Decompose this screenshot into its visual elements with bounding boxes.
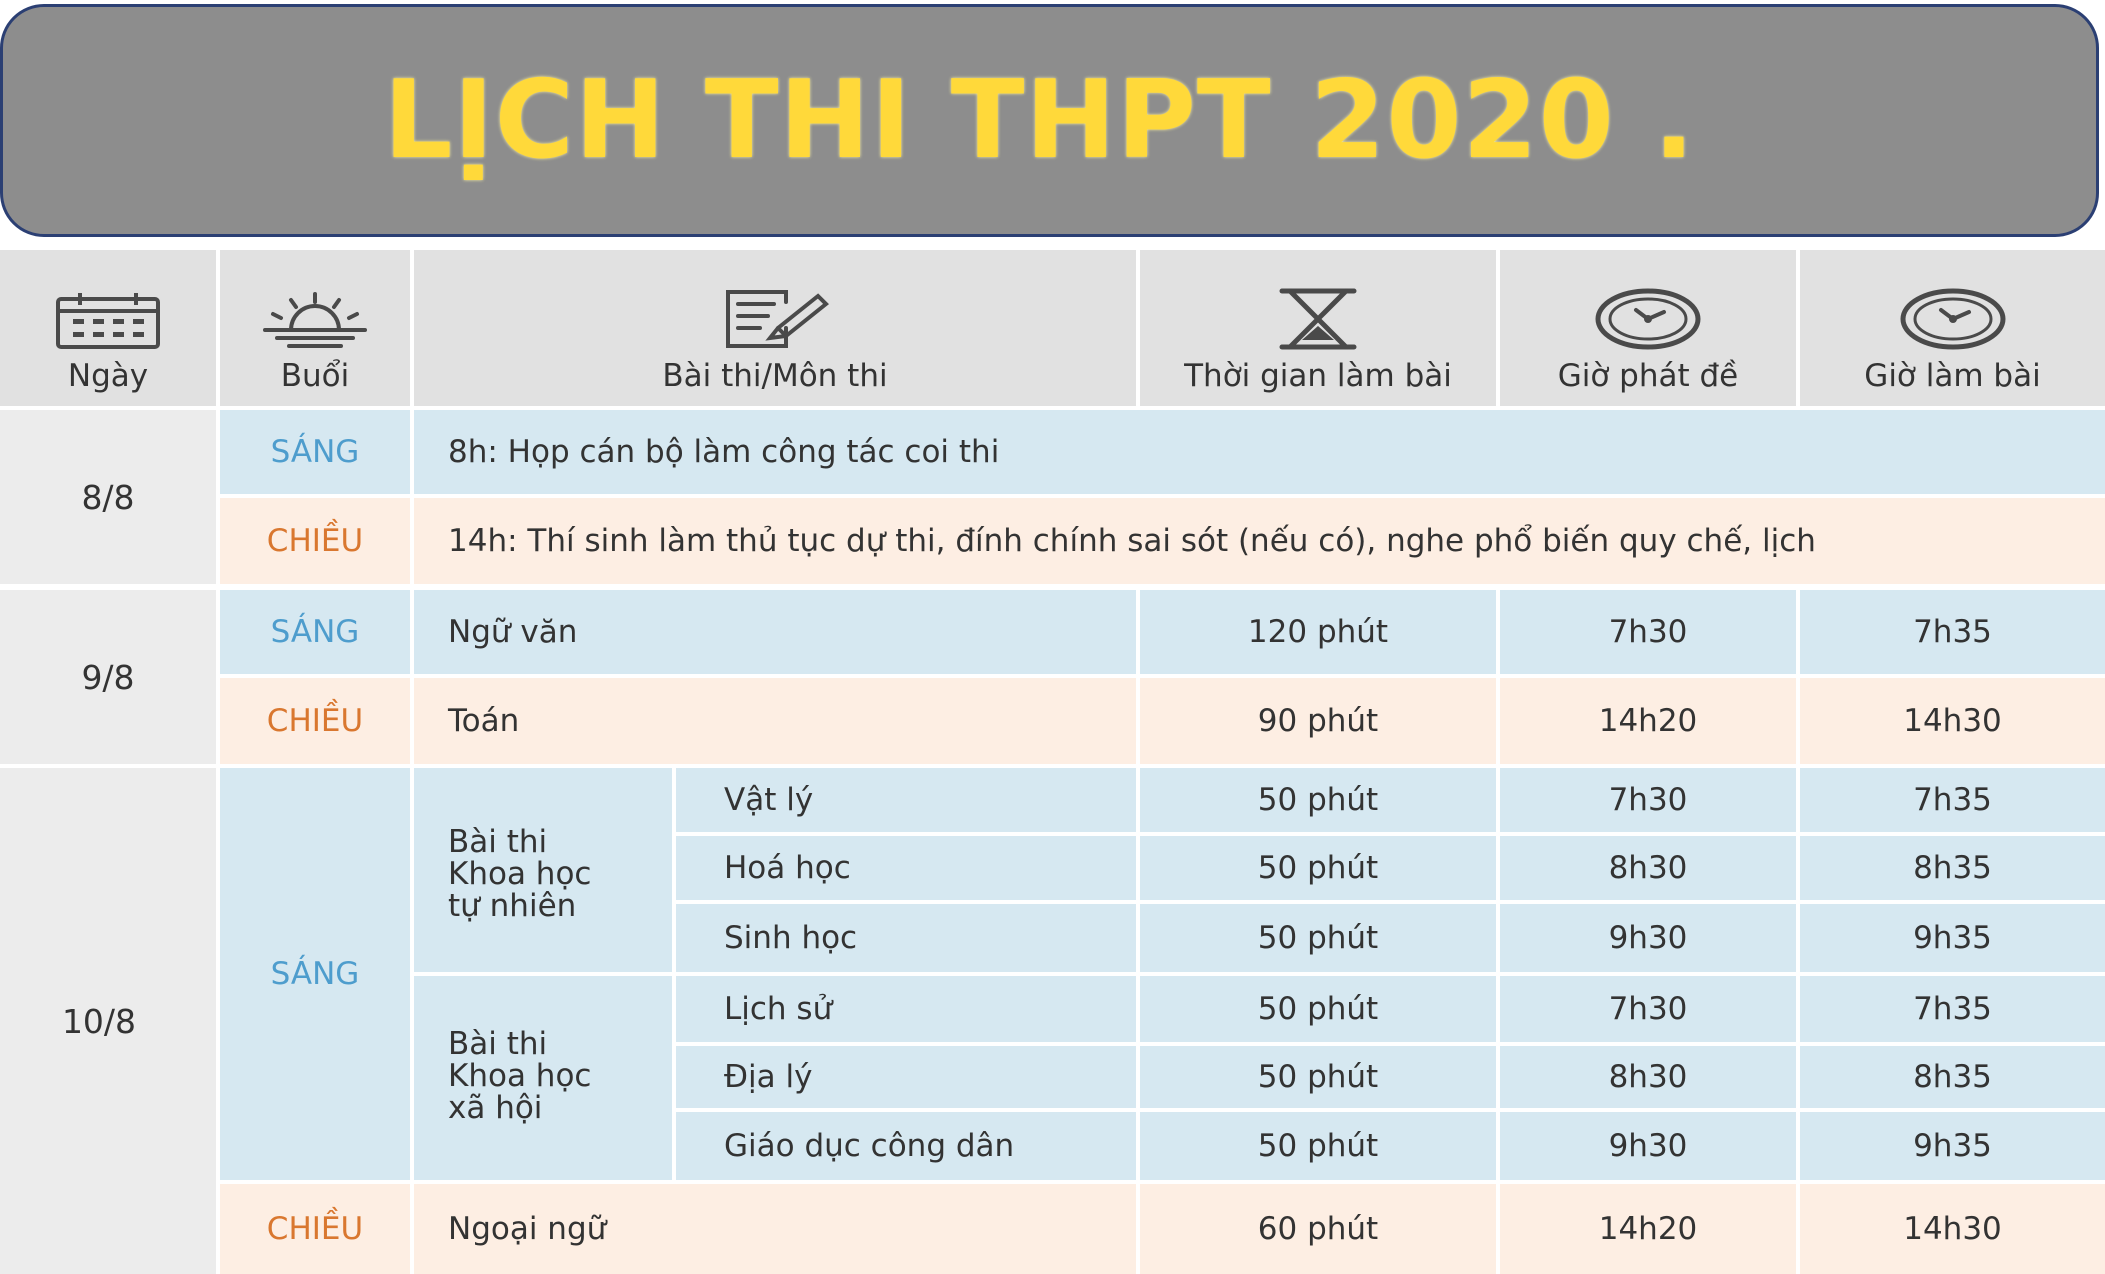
subject-cell: Toán bbox=[414, 678, 1136, 764]
duration-cell: 50 phút bbox=[1140, 836, 1496, 900]
hourglass-icon bbox=[1276, 288, 1360, 350]
date-cell: 9/8 bbox=[0, 590, 216, 764]
subject-cell: Lịch sử bbox=[676, 976, 1136, 1042]
release-time-cell: 9h30 bbox=[1500, 904, 1796, 972]
session-morning: SÁNG bbox=[220, 410, 410, 494]
header-duration-label: Thời gian làm bài bbox=[1184, 358, 1452, 394]
schedule-note: 14h: Thí sinh làm thủ tục dự thi, đính chính sai sót (nếu có), nghe phổ biến quy chế, lịch bbox=[414, 498, 2105, 584]
calendar-icon bbox=[55, 292, 161, 350]
session-afternoon: CHIỀU bbox=[220, 498, 410, 584]
header-date bbox=[0, 250, 216, 406]
session-morning: SÁNG bbox=[220, 590, 410, 674]
release-time-cell: 7h30 bbox=[1500, 976, 1796, 1042]
duration-cell: 50 phút bbox=[1140, 904, 1496, 972]
duration-cell: 50 phút bbox=[1140, 976, 1496, 1042]
date-cell: 10/8 bbox=[0, 768, 216, 1274]
header-subject-label: Bài thi/Môn thi bbox=[662, 358, 888, 394]
session-morning: SÁNG bbox=[220, 768, 410, 1180]
release-time-cell: 7h30 bbox=[1500, 768, 1796, 832]
start-time-cell: 7h35 bbox=[1800, 590, 2105, 674]
start-time-cell: 9h35 bbox=[1800, 904, 2105, 972]
release-time-cell: 7h30 bbox=[1500, 590, 1796, 674]
duration-cell: 60 phút bbox=[1140, 1184, 1496, 1274]
page-title: LỊCH THI THPT 2020 . bbox=[383, 58, 1696, 183]
header-release bbox=[1500, 250, 1796, 406]
start-time-cell: 14h30 bbox=[1800, 678, 2105, 764]
subject-cell: Ngữ văn bbox=[414, 590, 1136, 674]
clock-icon bbox=[1899, 288, 2007, 350]
start-time-cell: 14h30 bbox=[1800, 1184, 2105, 1274]
session-afternoon: CHIỀU bbox=[220, 1184, 410, 1274]
duration-cell: 50 phút bbox=[1140, 1046, 1496, 1108]
header-subject bbox=[414, 250, 1136, 406]
exam-group-social-sciences bbox=[414, 976, 672, 1180]
header-session bbox=[220, 250, 410, 406]
document-pen-icon bbox=[720, 288, 830, 350]
session-afternoon: CHIỀU bbox=[220, 678, 410, 764]
schedule-note: 8h: Họp cán bộ làm công tác coi thi bbox=[414, 410, 2105, 494]
subject-cell: Sinh học bbox=[676, 904, 1136, 972]
subject-cell: Giáo dục công dân bbox=[676, 1112, 1136, 1180]
duration-cell: 90 phút bbox=[1140, 678, 1496, 764]
release-time-cell: 14h20 bbox=[1500, 678, 1796, 764]
exam-group-label-line: Bài thi bbox=[448, 1026, 548, 1062]
exam-group-label-line: Khoa học bbox=[448, 1058, 592, 1094]
duration-cell: 50 phút bbox=[1140, 768, 1496, 832]
release-time-cell: 14h20 bbox=[1500, 1184, 1796, 1274]
exam-group-label-line: tự nhiên bbox=[448, 888, 577, 924]
header-release-label: Giờ phát đề bbox=[1557, 358, 1739, 394]
subject-cell: Ngoại ngữ bbox=[414, 1184, 1136, 1274]
duration-cell: 50 phút bbox=[1140, 1112, 1496, 1180]
title-banner bbox=[0, 4, 2099, 237]
release-time-cell: 8h30 bbox=[1500, 1046, 1796, 1108]
start-time-cell: 7h35 bbox=[1800, 976, 2105, 1042]
exam-group-label-line: xã hội bbox=[448, 1090, 543, 1126]
start-time-cell: 7h35 bbox=[1800, 768, 2105, 832]
clock-icon bbox=[1594, 288, 1702, 350]
header-session-label: Buổi bbox=[280, 358, 350, 394]
exam-group-label-line: Bài thi bbox=[448, 824, 548, 860]
header-date-label: Ngày bbox=[67, 358, 149, 394]
header-start-label: Giờ làm bài bbox=[1864, 358, 2041, 394]
start-time-cell: 9h35 bbox=[1800, 1112, 2105, 1180]
exam-group-label-line: Khoa học bbox=[448, 856, 592, 892]
subject-cell: Hoá học bbox=[676, 836, 1136, 900]
release-time-cell: 8h30 bbox=[1500, 836, 1796, 900]
exam-group-natural-sciences bbox=[414, 768, 672, 972]
duration-cell: 120 phút bbox=[1140, 590, 1496, 674]
date-cell: 8/8 bbox=[0, 410, 216, 584]
sunrise-icon bbox=[261, 292, 369, 350]
subject-cell: Địa lý bbox=[676, 1046, 1136, 1108]
start-time-cell: 8h35 bbox=[1800, 836, 2105, 900]
subject-cell: Vật lý bbox=[676, 768, 1136, 832]
start-time-cell: 8h35 bbox=[1800, 1046, 2105, 1108]
header-start bbox=[1800, 250, 2105, 406]
header-duration bbox=[1140, 250, 1496, 406]
release-time-cell: 9h30 bbox=[1500, 1112, 1796, 1180]
